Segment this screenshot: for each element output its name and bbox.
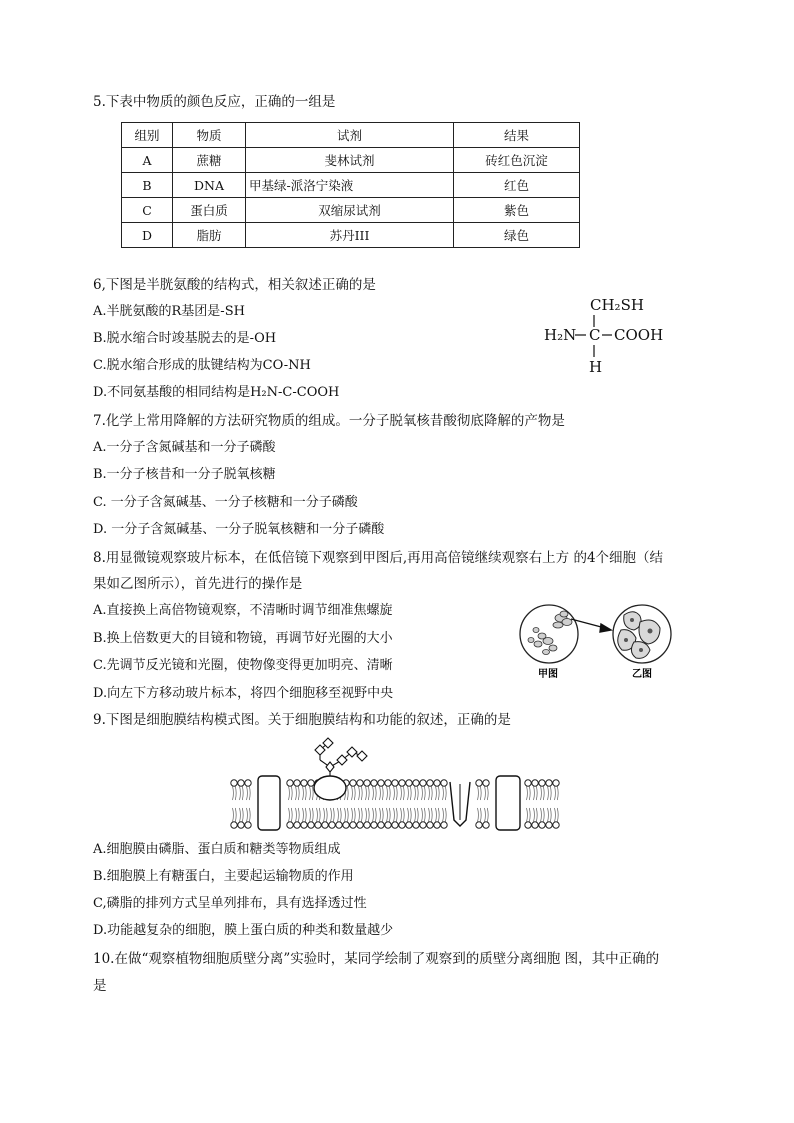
- q6-option-d: D.不同氨基酸的相同结构是H₂N-C-COOH: [93, 385, 340, 400]
- q9-option-b: B.细胞膜上有糖蛋白，主要起运输物质的作用: [93, 869, 354, 884]
- table-row: [122, 148, 580, 173]
- q5-stem: 5.下表中物质的颜色反应，正确的一组是: [93, 94, 336, 110]
- cell: 蔗糖: [173, 148, 246, 173]
- cell: 斐林试剂: [246, 148, 454, 173]
- cell: 双缩尿试剂: [246, 198, 454, 223]
- cell-membrane-diagram: [228, 734, 568, 834]
- peripheral-glycoprotein: [314, 776, 346, 800]
- cell: 绿色: [454, 223, 580, 248]
- q7-stem: 7.化学上常用降解的方法研究物质的组成。一分子脱氧核昔酸彻底降解的产物是: [93, 413, 565, 429]
- header-cell: 组别: [122, 123, 173, 148]
- q10-stem-line2: 是: [93, 978, 107, 994]
- cell: A: [122, 148, 173, 173]
- q6-option-c: C.脱水缩合形成的肽键结构为CO-NH: [93, 358, 311, 373]
- transmembrane-protein-right: [496, 776, 520, 830]
- q9-option-d: D.功能越复杂的细胞，膜上蛋白质的种类和数量越少: [93, 923, 394, 938]
- q6-stem: 6,下图是半胱氨酸的结构式，相关叙述正确的是: [93, 277, 376, 293]
- q8-stem-line1: 8.用显微镜观察玻片标本，在低倍镜下观察到甲图后,再用高倍镜继续观察右上方 的4个细胞（结: [93, 550, 664, 566]
- q8-option-a: A.直接换上高倍物镜观察，不清晰时调节细准焦螺旋: [93, 603, 393, 618]
- cell: B: [122, 173, 173, 198]
- microscope-figure: [512, 585, 682, 685]
- cell: 苏丹III: [246, 223, 454, 248]
- q8-option-c: C.先调节反光镜和光圈，使物像变得更加明亮、清晰: [93, 658, 393, 673]
- q9-stem: 9.下图是细胞膜结构模式图。关于细胞膜结构和功能的叙述，正确的是: [93, 712, 511, 728]
- header-cell: 试剂: [246, 123, 454, 148]
- low-power-view: [520, 605, 578, 663]
- cell: 红色: [454, 173, 580, 198]
- cell: 紫色: [454, 198, 580, 223]
- cell: 甲基绿-派洛宁染液: [246, 173, 454, 198]
- formula-center: C: [589, 326, 601, 344]
- fig-label-jia: 甲图: [538, 669, 558, 680]
- q7-option-c: C. 一分子含氮碱基、一分子核糖和一分子磷酸: [93, 495, 358, 510]
- q6-option-a: A.半胱氨酸的R基团是-SH: [93, 304, 245, 319]
- q9-option-a: A.细胞膜由磷脂、蛋白质和糖类等物质组成: [93, 842, 341, 857]
- table-row: [122, 198, 580, 223]
- formula-carboxyl: COOH: [614, 326, 664, 344]
- q9-option-c: C,磷脂的排列方式呈单列排布，具有选择透过性: [93, 896, 367, 911]
- q8-stem-line2: 果如乙图所示），首先进行的操作是: [93, 576, 303, 592]
- q7-option-d: D. 一分子含氮碱基、一分子脱氧核糖和一分子磷酸: [93, 522, 385, 537]
- transmembrane-protein-left: [258, 776, 280, 830]
- table-row: [122, 223, 580, 248]
- oligosaccharide-chain: [315, 738, 367, 776]
- cell: D: [122, 223, 173, 248]
- formula-hydrogen: H: [589, 358, 603, 376]
- header-cell: 结果: [454, 123, 580, 148]
- q7-option-b: B.一分子核昔和一分子脱氧核糖: [93, 467, 276, 482]
- cell: C: [122, 198, 173, 223]
- header-cell: 物质: [173, 123, 246, 148]
- fig-label-yi: 乙图: [632, 669, 652, 680]
- q8-option-d: D.向左下方移动玻片标本，将四个细胞移至视野中央: [93, 686, 394, 701]
- cell: 砖红色沉淀: [454, 148, 580, 173]
- q8-option-b: B.换上倍数更大的目镜和物镜，再调节好光圈的大小: [93, 631, 393, 646]
- formula-amino: H₂N: [544, 326, 577, 344]
- table-row: [122, 173, 580, 198]
- q6-option-b: B.脱水缩合时竣基脱去的是-OH: [93, 331, 277, 346]
- q7-option-a: A.一分子含氮碱基和一分子磷酸: [93, 440, 276, 455]
- cell: 蛋白质: [173, 198, 246, 223]
- table-header-row: [122, 123, 580, 148]
- cysteine-formula: [540, 290, 670, 380]
- q10-stem-line1: 10.在做“观察植物细胞质壁分离”实验时，某同学绘制了观察到的质壁分离细胞 图，其中正确的: [93, 951, 660, 967]
- formula-r-group: CH₂SH: [590, 296, 644, 314]
- q5-table: [121, 122, 580, 248]
- cell: DNA: [173, 173, 246, 198]
- cell: 脂肪: [173, 223, 246, 248]
